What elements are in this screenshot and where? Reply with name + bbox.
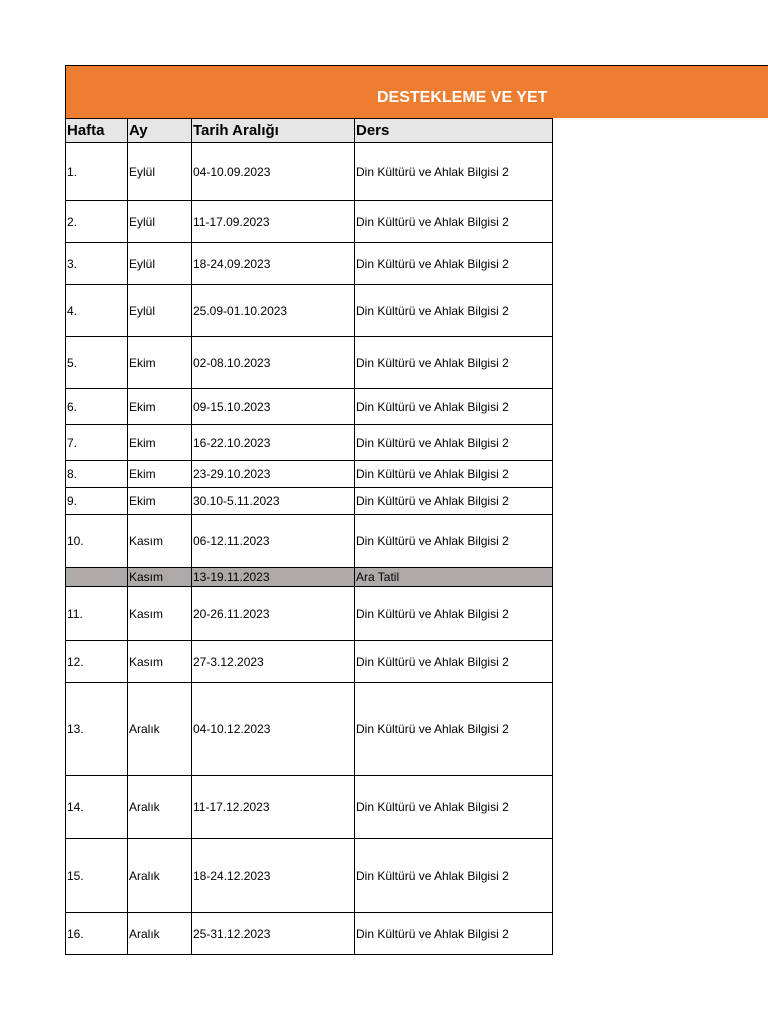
month-cell: Aralık xyxy=(128,776,192,839)
week-cell: 7. xyxy=(66,425,128,461)
course-cell: Din Kültürü ve Ahlak Bilgisi 2 xyxy=(355,839,553,913)
date-cell: 16-22.10.2023 xyxy=(192,425,355,461)
date-cell: 18-24.12.2023 xyxy=(192,839,355,913)
month-cell: Aralık xyxy=(128,913,192,955)
course-cell: Din Kültürü ve Ahlak Bilgisi 2 xyxy=(355,243,553,285)
course-cell: Din Kültürü ve Ahlak Bilgisi 2 xyxy=(355,143,553,201)
week-cell: 2. xyxy=(66,201,128,243)
table-row xyxy=(66,683,553,776)
month-cell: Ekim xyxy=(128,488,192,515)
table-row xyxy=(66,839,553,913)
date-cell: 13-19.11.2023 xyxy=(192,568,355,587)
month-cell: Ekim xyxy=(128,337,192,389)
date-cell: 18-24.09.2023 xyxy=(192,243,355,285)
date-cell: 25.09-01.10.2023 xyxy=(192,285,355,337)
table-row xyxy=(66,143,553,201)
course-cell: Din Kültürü ve Ahlak Bilgisi 2 xyxy=(355,641,553,683)
date-cell: 11-17.09.2023 xyxy=(192,201,355,243)
week-cell: 6. xyxy=(66,389,128,425)
month-cell: Eylül xyxy=(128,243,192,285)
course-cell: Din Kültürü ve Ahlak Bilgisi 2 xyxy=(355,201,553,243)
header-course: Ders xyxy=(355,119,553,143)
table-row xyxy=(66,243,553,285)
course-cell: Din Kültürü ve Ahlak Bilgisi 2 xyxy=(355,337,553,389)
table-row xyxy=(66,913,553,955)
table-row xyxy=(66,201,553,243)
month-cell: Eylül xyxy=(128,201,192,243)
header-date-range: Tarih Aralığı xyxy=(192,119,355,143)
week-cell: 9. xyxy=(66,488,128,515)
date-cell: 04-10.12.2023 xyxy=(192,683,355,776)
course-cell: Din Kültürü ve Ahlak Bilgisi 2 xyxy=(355,913,553,955)
course-cell: Din Kültürü ve Ahlak Bilgisi 2 xyxy=(355,425,553,461)
table-row xyxy=(66,285,553,337)
table-row xyxy=(66,337,553,389)
header-month: Ay xyxy=(128,119,192,143)
month-cell: Kasım xyxy=(128,641,192,683)
week-cell: 4. xyxy=(66,285,128,337)
table-row xyxy=(66,515,553,568)
date-cell: 06-12.11.2023 xyxy=(192,515,355,568)
week-cell: 10. xyxy=(66,515,128,568)
date-cell: 04-10.09.2023 xyxy=(192,143,355,201)
course-cell: Din Kültürü ve Ahlak Bilgisi 2 xyxy=(355,587,553,641)
month-cell: Eylül xyxy=(128,143,192,201)
week-cell: 8. xyxy=(66,461,128,488)
date-cell: 02-08.10.2023 xyxy=(192,337,355,389)
header-week: Hafta xyxy=(66,119,128,143)
month-cell: Kasım xyxy=(128,587,192,641)
header-row xyxy=(66,119,553,143)
course-cell: Din Kültürü ve Ahlak Bilgisi 2 xyxy=(355,683,553,776)
week-cell: 13. xyxy=(66,683,128,776)
date-cell: 30.10-5.11.2023 xyxy=(192,488,355,515)
week-cell: 12. xyxy=(66,641,128,683)
week-cell: 1. xyxy=(66,143,128,201)
week-cell xyxy=(66,568,128,587)
week-cell: 3. xyxy=(66,243,128,285)
course-cell: Din Kültürü ve Ahlak Bilgisi 2 xyxy=(355,461,553,488)
table-row xyxy=(66,641,553,683)
holiday-row xyxy=(66,568,553,587)
date-cell: 11-17.12.2023 xyxy=(192,776,355,839)
date-cell: 20-26.11.2023 xyxy=(192,587,355,641)
page-title: DESTEKLEME VE YET xyxy=(377,89,548,106)
week-cell: 15. xyxy=(66,839,128,913)
table-row xyxy=(66,389,553,425)
course-cell: Din Kültürü ve Ahlak Bilgisi 2 xyxy=(355,285,553,337)
month-cell: Eylül xyxy=(128,285,192,337)
month-cell: Aralık xyxy=(128,683,192,776)
course-cell: Din Kültürü ve Ahlak Bilgisi 2 xyxy=(355,515,553,568)
month-cell: Aralık xyxy=(128,839,192,913)
course-cell: Din Kültürü ve Ahlak Bilgisi 2 xyxy=(355,488,553,515)
date-cell: 09-15.10.2023 xyxy=(192,389,355,425)
course-cell: Ara Tatil xyxy=(355,568,553,587)
date-cell: 23-29.10.2023 xyxy=(192,461,355,488)
date-cell: 27-3.12.2023 xyxy=(192,641,355,683)
month-cell: Kasım xyxy=(128,515,192,568)
course-cell: Din Kültürü ve Ahlak Bilgisi 2 xyxy=(355,389,553,425)
month-cell: Ekim xyxy=(128,389,192,425)
table-row xyxy=(66,425,553,461)
table-row xyxy=(66,587,553,641)
course-cell: Din Kültürü ve Ahlak Bilgisi 2 xyxy=(355,776,553,839)
schedule-table xyxy=(65,118,553,955)
date-cell: 25-31.12.2023 xyxy=(192,913,355,955)
week-cell: 14. xyxy=(66,776,128,839)
table-row xyxy=(66,776,553,839)
table-row xyxy=(66,461,553,488)
week-cell: 16. xyxy=(66,913,128,955)
week-cell: 5. xyxy=(66,337,128,389)
month-cell: Ekim xyxy=(128,461,192,488)
month-cell: Kasım xyxy=(128,568,192,587)
week-cell: 11. xyxy=(66,587,128,641)
month-cell: Ekim xyxy=(128,425,192,461)
table-row xyxy=(66,488,553,515)
